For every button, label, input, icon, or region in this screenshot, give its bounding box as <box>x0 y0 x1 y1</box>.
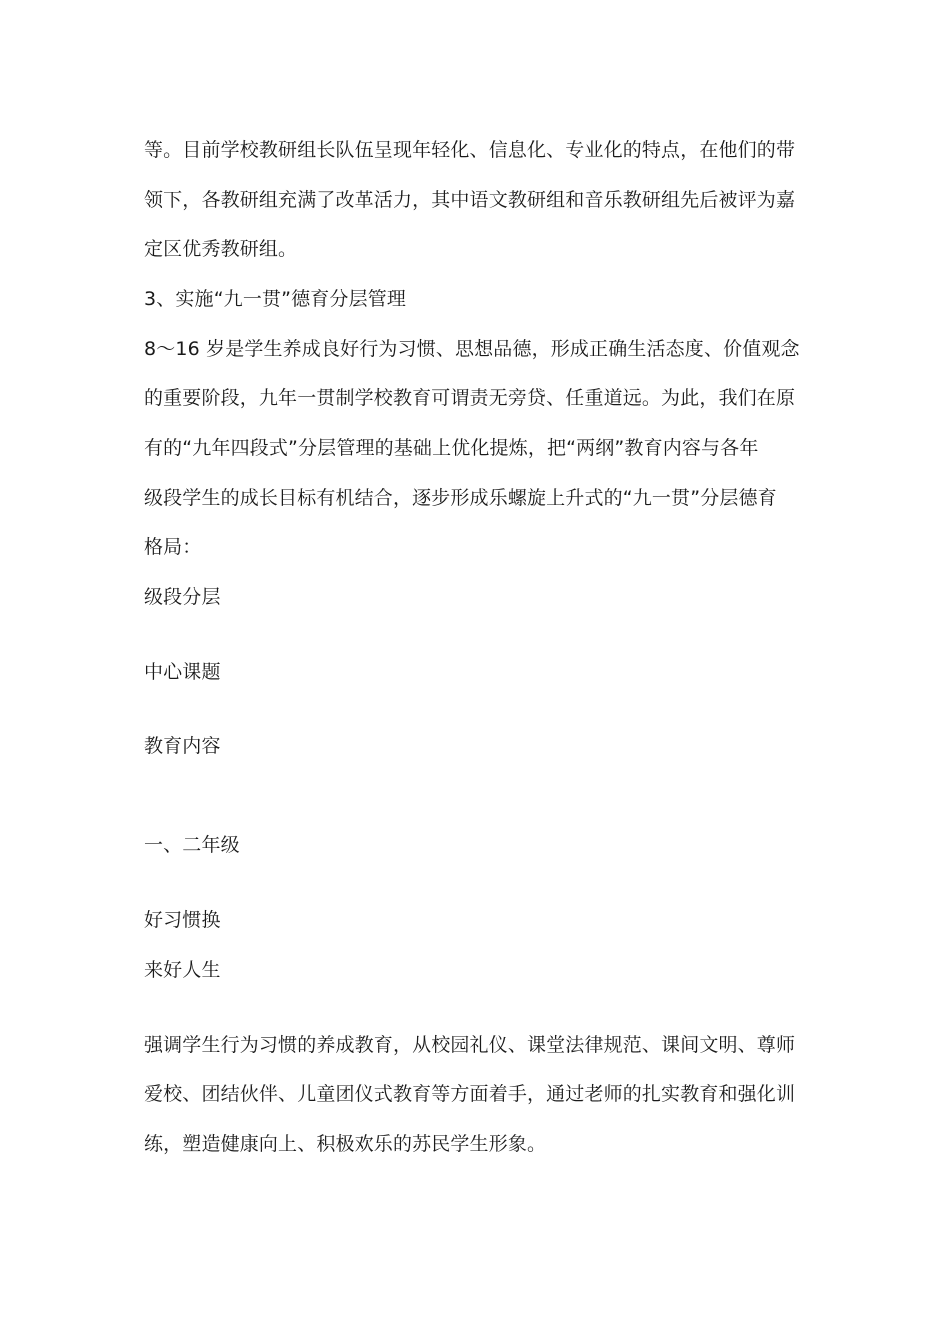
row1-content-line2: 爱校、团结伙伴、儿童团仪式教育等方面着手，通过老师的扎实教育和强化训 <box>144 1083 796 1105</box>
row1-content-line3: 练，塑造健康向上、积极欢乐的苏民学生形象。 <box>144 1133 547 1155</box>
para1-line1: 等。目前学校教研组长队伍呈现年轻化、信息化、专业化的特点，在他们的带 <box>144 139 796 161</box>
para2-line3: 有的“九年四段式”分层管理的基础上优化提炼，把“两纲”教育内容与各年 <box>144 437 759 459</box>
para2-line1: 8～16 岁是学生养成良好行为习惯、思想品德，形成正确生活态度、价值观念 <box>144 338 800 360</box>
row1-topic-line1: 好习惯换 <box>144 909 221 931</box>
para2-line2: 的重要阶段，九年一贯制学校教育可谓责无旁贷、任重道远。为此，我们在原 <box>144 387 796 409</box>
table-header-content: 教育内容 <box>144 735 221 757</box>
para1-line2: 领下，各教研组充满了改革活力，其中语文教研组和音乐教研组先后被评为嘉 <box>144 189 796 211</box>
section-heading: 3、实施“九一贯”德育分层管理 <box>144 288 407 310</box>
row1-grade: 一、二年级 <box>144 834 240 856</box>
row1-topic-line2: 来好人生 <box>144 959 221 981</box>
para2-line4: 级段学生的成长目标有机结合，逐步形成乐螺旋上升式的“九一贯”分层德育 <box>144 487 777 509</box>
para2-line5: 格局： <box>144 536 202 558</box>
table-header-topic: 中心课题 <box>144 661 221 683</box>
row1-content-line1: 强调学生行为习惯的养成教育，从校园礼仪、课堂法律规范、课间文明、尊师 <box>144 1034 796 1056</box>
para1-line3: 定区优秀教研组。 <box>144 238 298 260</box>
table-header-grade: 级段分层 <box>144 586 221 608</box>
